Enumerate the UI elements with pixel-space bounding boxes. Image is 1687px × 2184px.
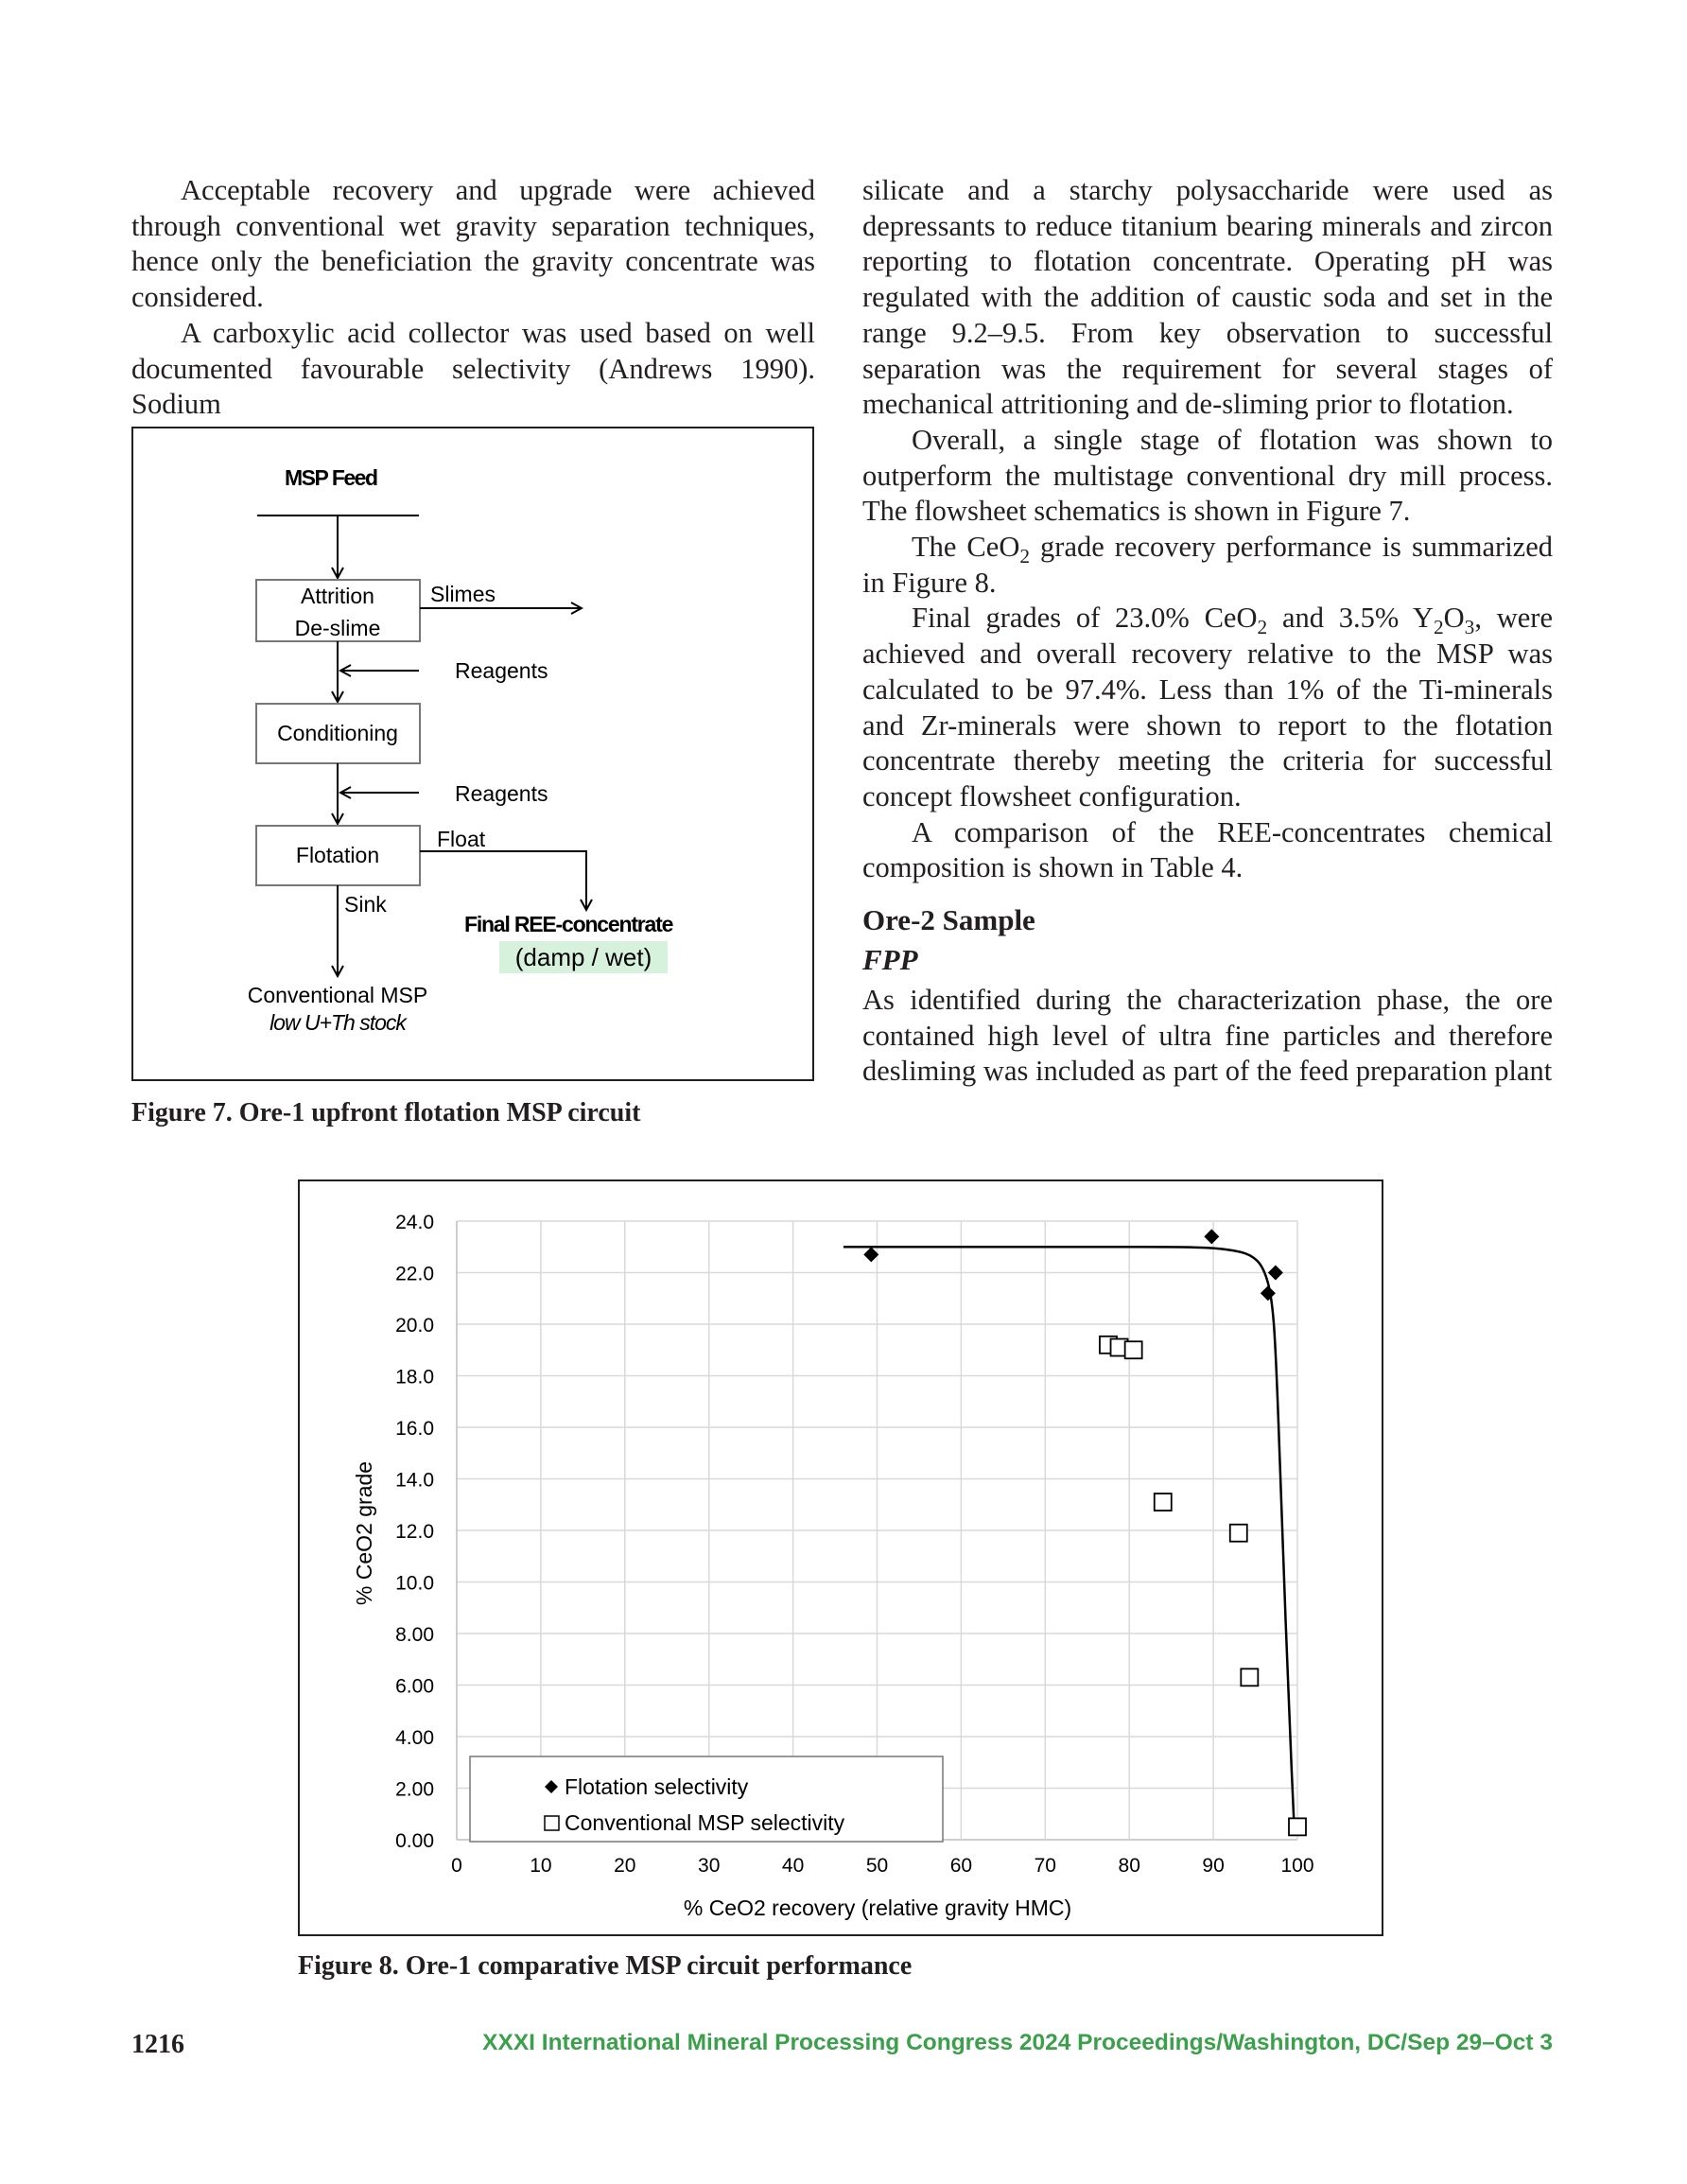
body-paragraph: The CeO$_2$ grade recovery performance is summarized in Figure 8. (862, 531, 1553, 599)
section-heading: Ore-2 Sample (862, 903, 1035, 937)
x-tick-label: 80 (1118, 1855, 1140, 1877)
attrition-label: Attrition (301, 584, 374, 608)
grade-recovery-chart (300, 1181, 1382, 1934)
conventional-msp-point (1230, 1525, 1247, 1542)
y-tick-labels (395, 1212, 434, 1852)
flowsheet-diagram (133, 428, 812, 1079)
x-axis-label: % CeO2 recovery (relative gravity HMC) (683, 1896, 1072, 1920)
flotation-label: Flotation (295, 843, 380, 867)
low-u-th-stock-label: low U+Th stock (270, 1010, 406, 1035)
flotation-point (1204, 1229, 1219, 1244)
x-tick-label: 100 (1280, 1855, 1314, 1877)
x-tick-label: 90 (1202, 1855, 1225, 1877)
legend (470, 1756, 943, 1842)
body-paragraph: A comparison of the REE-concentrates chemical composition is shown in Table 4. (862, 815, 1553, 884)
y-tick-label: 14.0 (395, 1469, 434, 1492)
y-tick-label: 8.00 (395, 1624, 434, 1646)
x-tick-label: 70 (1034, 1855, 1056, 1877)
body-paragraph: Final grades of 23.0% CeO$_2$ and 3.5% $Y_2O_3$, were achieved and overall recovery relative to the MSP was calculated to be 97.4%. Less than 1% of the Ti-minerals and Zr-minerals were shown to report to the flotation concentrate thereby meeting the criteria for successful concept flowsheet configuration. (862, 602, 1553, 812)
y-tick-label: 18.0 (395, 1366, 434, 1389)
y-tick-label: 0.00 (395, 1830, 434, 1852)
y-tick-label: 6.00 (395, 1675, 434, 1698)
data-points (863, 1229, 1306, 1835)
conventional-msp-point (1289, 1818, 1306, 1835)
trendline (844, 1247, 1295, 1824)
body-paragraph: As identified during the characterization phase, the ore contained high level of ultra fine particles and therefore desliming was included as part of the feed preparation plant (862, 984, 1553, 1088)
figure-8-caption: Figure 8. Ore-1 comparative MSP circuit performance (298, 1951, 913, 1981)
y-axis-label: % CeO2 grade (352, 1460, 376, 1606)
legend-square-marker (545, 1816, 559, 1830)
x-tick-label: 30 (698, 1855, 721, 1877)
deslime-label: De-slime (294, 616, 381, 640)
slimes-label: Slimes (430, 582, 496, 606)
flotation-point (1268, 1266, 1283, 1281)
conventional-msp-point (1241, 1669, 1258, 1686)
legend-entry-flotation: Flotation selectivity (565, 1774, 749, 1799)
conventional-msp-label: Conventional MSP (247, 983, 428, 1007)
x-tick-label: 20 (614, 1855, 636, 1877)
right-column (862, 173, 1553, 1090)
figure-8-frame (298, 1179, 1383, 1936)
y-tick-label: 4.00 (395, 1727, 434, 1749)
y-tick-label: 16.0 (395, 1418, 434, 1440)
x-tick-label: 0 (451, 1855, 462, 1877)
legend-entry-conventional: Conventional MSP selectivity (565, 1810, 845, 1835)
body-paragraph: Acceptable recovery and upgrade were achieved through conventional wet gravity separation techniques, hence only the beneficiation the gravity concentrate was considered. (131, 174, 815, 314)
feed-label: MSP Feed (285, 465, 377, 490)
x-tick-label: 40 (781, 1855, 805, 1877)
left-column (131, 173, 815, 423)
body-paragraph: A carboxylic acid collector was used based on well documented favourable selectivity (Andrews 1990). Sodium (131, 316, 815, 421)
y-tick-label: 22.0 (395, 1263, 434, 1285)
conventional-msp-point (1155, 1494, 1172, 1511)
x-tick-label: 50 (865, 1855, 889, 1877)
figure-7-caption: Figure 7. Ore-1 upfront flotation MSP circuit (131, 1098, 641, 1127)
conditioning-label: Conditioning (277, 721, 398, 745)
y-tick-label: 20.0 (395, 1315, 434, 1337)
y-tick-label: 10.0 (395, 1572, 434, 1595)
x-tick-label: 60 (949, 1855, 973, 1877)
conventional-msp-point (1125, 1341, 1142, 1358)
reagents-2-label: Reagents (455, 781, 548, 806)
body-paragraph: Overall, a single stage of flotation was shown to outperform the multistage conventional dry mill process. The flowsheet schematics is shown in Figure 7. (862, 423, 1553, 528)
figure-7-frame (131, 427, 814, 1081)
reagents-1-label: Reagents (455, 658, 548, 683)
page-number: 1216 (131, 2030, 184, 2059)
x-tick-label: 10 (530, 1855, 552, 1877)
float-label: Float (437, 827, 486, 851)
x-tick-labels (451, 1855, 1313, 1877)
sink-label: Sink (344, 892, 387, 917)
chart-grid (457, 1221, 1297, 1840)
subsection-heading: FPP (862, 943, 918, 977)
y-tick-label: 24.0 (395, 1212, 434, 1233)
body-paragraph: silicate and a starchy polysaccharide were used as depressants to reduce titanium bearing minerals and zircon reporting to flotation concentrate. Operating pH was regulated with the addition of caustic soda and set in the range 9.2–9.5. From key observation to successful separation was the requirement for several stages of mechanical attritioning and de-sliming prior to flotation. (862, 174, 1553, 421)
proceedings-title: XXXI International Mineral Processing Congress 2024 Proceedings/Washington, DC/Sep 29–Oct 3 (482, 2030, 1553, 2055)
damp-wet-note: (damp / wet) (514, 943, 652, 971)
y-tick-label: 2.00 (395, 1778, 434, 1801)
final-concentrate-label: Final REE-concentrate (464, 912, 673, 936)
flotation-point (1261, 1285, 1276, 1301)
y-tick-label: 12.0 (395, 1521, 434, 1543)
